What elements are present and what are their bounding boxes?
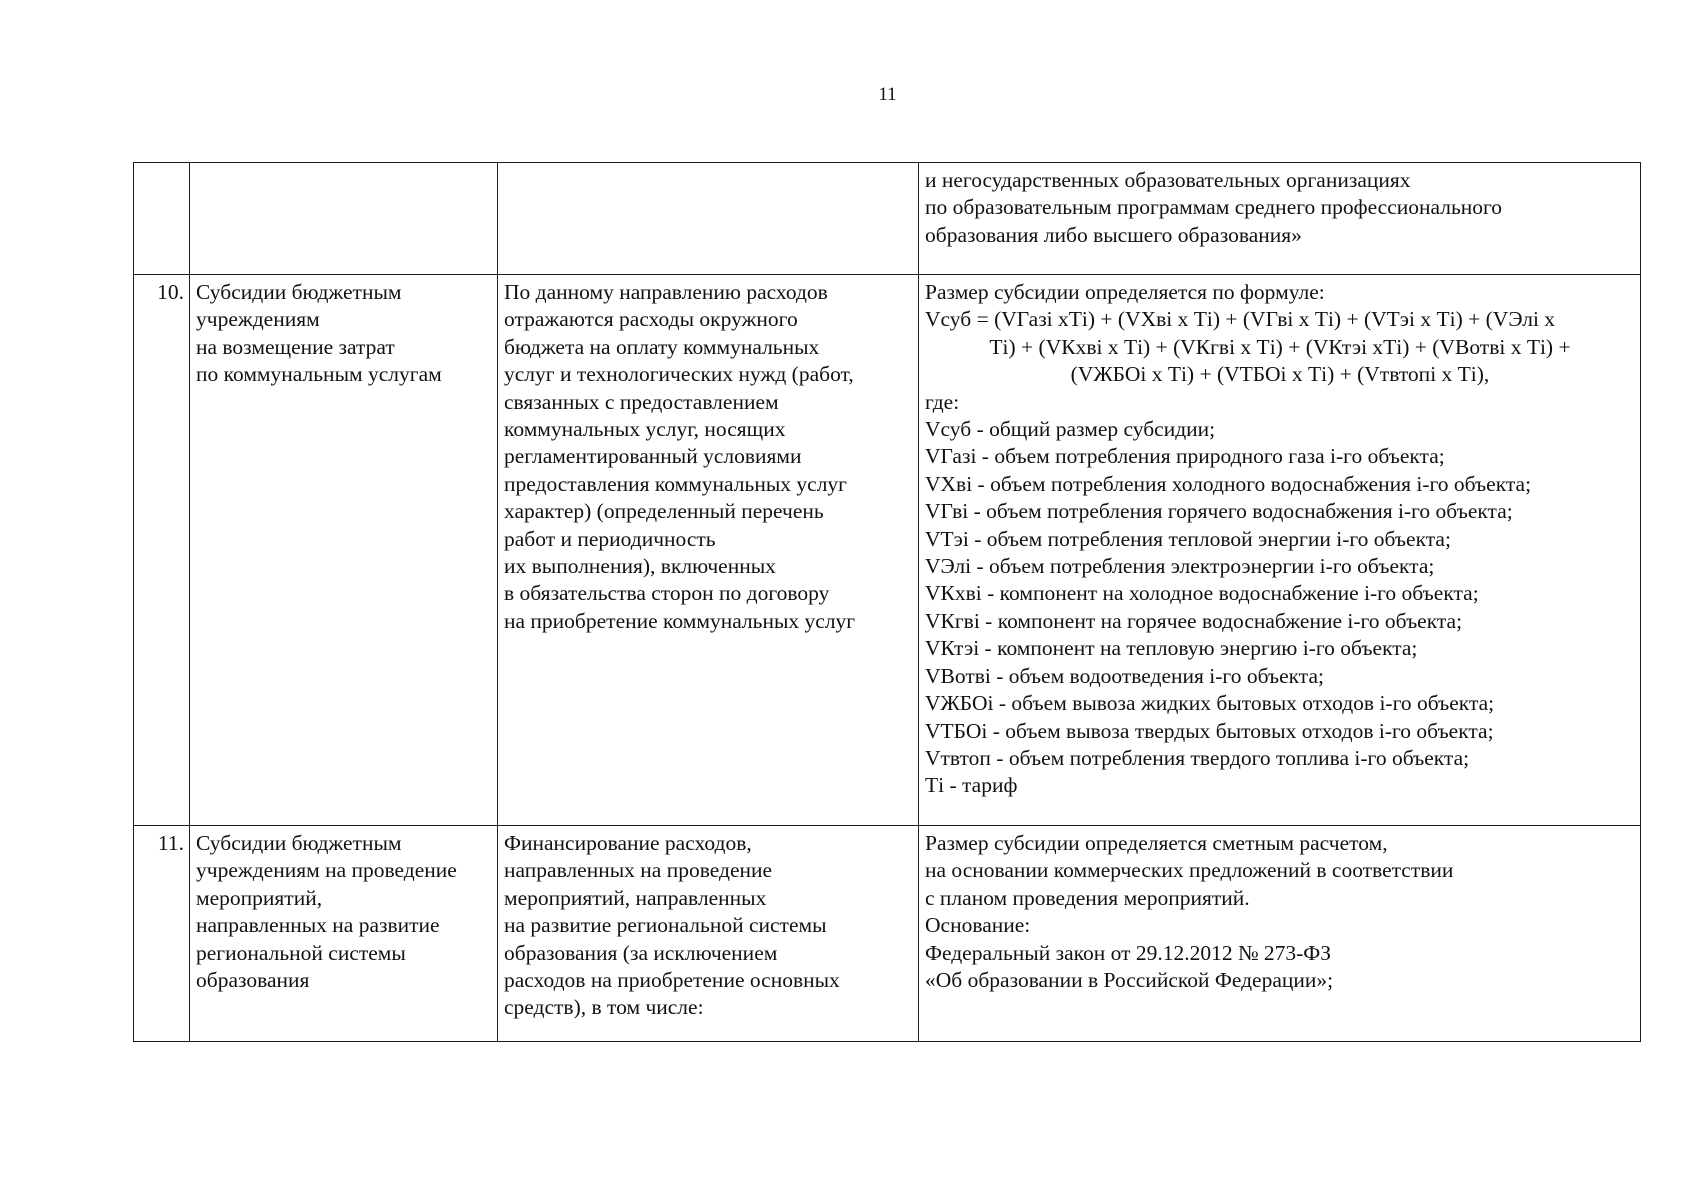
name-line: учреждениям xyxy=(196,307,320,332)
notes-line: с планом проведения мероприятий. xyxy=(925,885,1250,910)
formula-intro: Размер субсидии определяется по формуле: xyxy=(925,280,1325,304)
notes-cell xyxy=(919,275,1641,826)
name-line: учреждениям на проведение xyxy=(196,858,457,883)
definition-line: Vсуб - общий размер субсидии; xyxy=(925,417,1216,442)
name-cell xyxy=(190,163,498,275)
row-number-cell xyxy=(134,163,190,275)
description-line: расходов на приобретение основных xyxy=(504,968,840,993)
notes-line: Основание: xyxy=(925,913,1031,938)
definition-line: VГазі - объем потребления природного газа і-го объекта; xyxy=(925,444,1445,469)
definition-line: VТэі - объем потребления тепловой энергии і-го объекта; xyxy=(925,526,1451,551)
description-line: образования (за исключением xyxy=(504,940,778,965)
description-line: характер) (определенный перечень xyxy=(504,499,824,524)
description-line: услуг и технологических нужд (работ, xyxy=(504,362,854,387)
name-line: направленных на развитие xyxy=(196,913,440,938)
description-line: коммунальных услуг, носящих xyxy=(504,417,786,442)
name-line: Субсидии бюджетным xyxy=(196,280,402,304)
description-line: По данному направлению расходов xyxy=(504,280,828,304)
definition-line: VТБОі - объем вывоза твердых бытовых отходов і-го объекта; xyxy=(925,718,1494,743)
description-cell xyxy=(498,826,919,1042)
description-line: направленных на проведение xyxy=(504,858,773,883)
name-cell xyxy=(190,826,498,1042)
description-line: мероприятий, направленных xyxy=(504,885,767,910)
definition-line: VКтэі - компонент на тепловую энергию і-го объекта; xyxy=(925,636,1418,661)
notes-line: «Об образовании в Российской Федерации»; xyxy=(925,968,1334,993)
definition-line: VКгві - компонент на горячее водоснабжение і-го объекта; xyxy=(925,608,1463,633)
name-line: мероприятий, xyxy=(196,885,323,910)
notes-line: Размер субсидии определяется сметным расчетом, xyxy=(925,831,1388,855)
description-line: их выполнения), включенных xyxy=(504,554,776,579)
definition-line: VКхві - компонент на холодное водоснабжение і-го объекта; xyxy=(925,581,1479,606)
notes-line: Федеральный закон от 29.12.2012 № 273-ФЗ xyxy=(925,940,1332,965)
definition-line: Ті - тариф xyxy=(925,773,1018,798)
formula-line: (VЖБОі х Ті) + (VТБОі х Ті) + (Vтвтопі х Ті), xyxy=(1070,362,1490,387)
description-line: бюджета на оплату коммунальных xyxy=(504,334,820,359)
notes-cell xyxy=(919,163,1641,275)
notes-line: образования либо высшего образования» xyxy=(925,222,1302,247)
description-cell xyxy=(498,275,919,826)
description-line: связанных с предоставлением xyxy=(504,389,779,414)
definition-line: VГві - объем потребления горячего водоснабжения і-го объекта; xyxy=(925,499,1513,524)
table-row-continuation xyxy=(134,163,1641,275)
description-line: отражаются расходы окружного xyxy=(504,307,798,332)
description-cell xyxy=(498,163,919,275)
description-line: на развитие региональной системы xyxy=(504,913,827,938)
name-line: Субсидии бюджетным xyxy=(196,831,402,855)
notes-cell xyxy=(919,826,1641,1042)
definition-line: Vтвтоп - объем потребления твердого топлива і-го объекта; xyxy=(925,745,1470,770)
formula-line: Vсуб = (VГазі хТі) + (VХві х Ті) + (VГві х Ті) + (VТэі х Ті) + (VЭлі х xyxy=(925,307,1556,332)
description-line: на приобретение коммунальных услуг xyxy=(504,608,856,633)
name-line: образования xyxy=(196,968,310,993)
definition-line: VХві - объем потребления холодного водоснабжения і-го объекта; xyxy=(925,471,1532,496)
description-line: средств), в том числе: xyxy=(504,995,704,1020)
notes-line: по образовательным программам среднего профессионального xyxy=(925,195,1503,220)
description-line: в обязательства сторон по договору xyxy=(504,581,830,606)
where-label: где: xyxy=(925,389,960,414)
budget-table xyxy=(133,162,1641,1042)
row-number-cell: 11. xyxy=(134,826,190,1042)
notes-line: и негосударственных образовательных организациях xyxy=(925,168,1411,192)
definition-line: VЖБОі - объем вывоза жидких бытовых отходов і-го объекта; xyxy=(925,691,1495,716)
name-line: региональной системы xyxy=(196,940,406,965)
name-cell xyxy=(190,275,498,826)
table-row-10 xyxy=(134,275,1641,826)
description-line: предоставления коммунальных услуг xyxy=(504,471,847,496)
definition-line: VЭлі - объем потребления электроэнергии і-го объекта; xyxy=(925,554,1435,579)
name-line: по коммунальным услугам xyxy=(196,362,442,387)
table-row-11 xyxy=(134,826,1641,1042)
definition-line: VВотві - объем водоотведения і-го объекта; xyxy=(925,663,1324,688)
formula-line: Ті) + (VКхві х Ті) + (VКгві х Ті) + (VКтэі хТі) + (VВотві х Ті) + xyxy=(989,334,1571,359)
description-line: регламентированный условиями xyxy=(504,444,802,469)
description-line: работ и периодичность xyxy=(504,526,716,551)
name-line: на возмещение затрат xyxy=(196,334,395,359)
page-number: 11 xyxy=(878,84,897,105)
description-line: Финансирование расходов, xyxy=(504,831,752,855)
notes-line: на основании коммерческих предложений в соответствии xyxy=(925,858,1454,883)
row-number-cell: 10. xyxy=(134,275,190,826)
